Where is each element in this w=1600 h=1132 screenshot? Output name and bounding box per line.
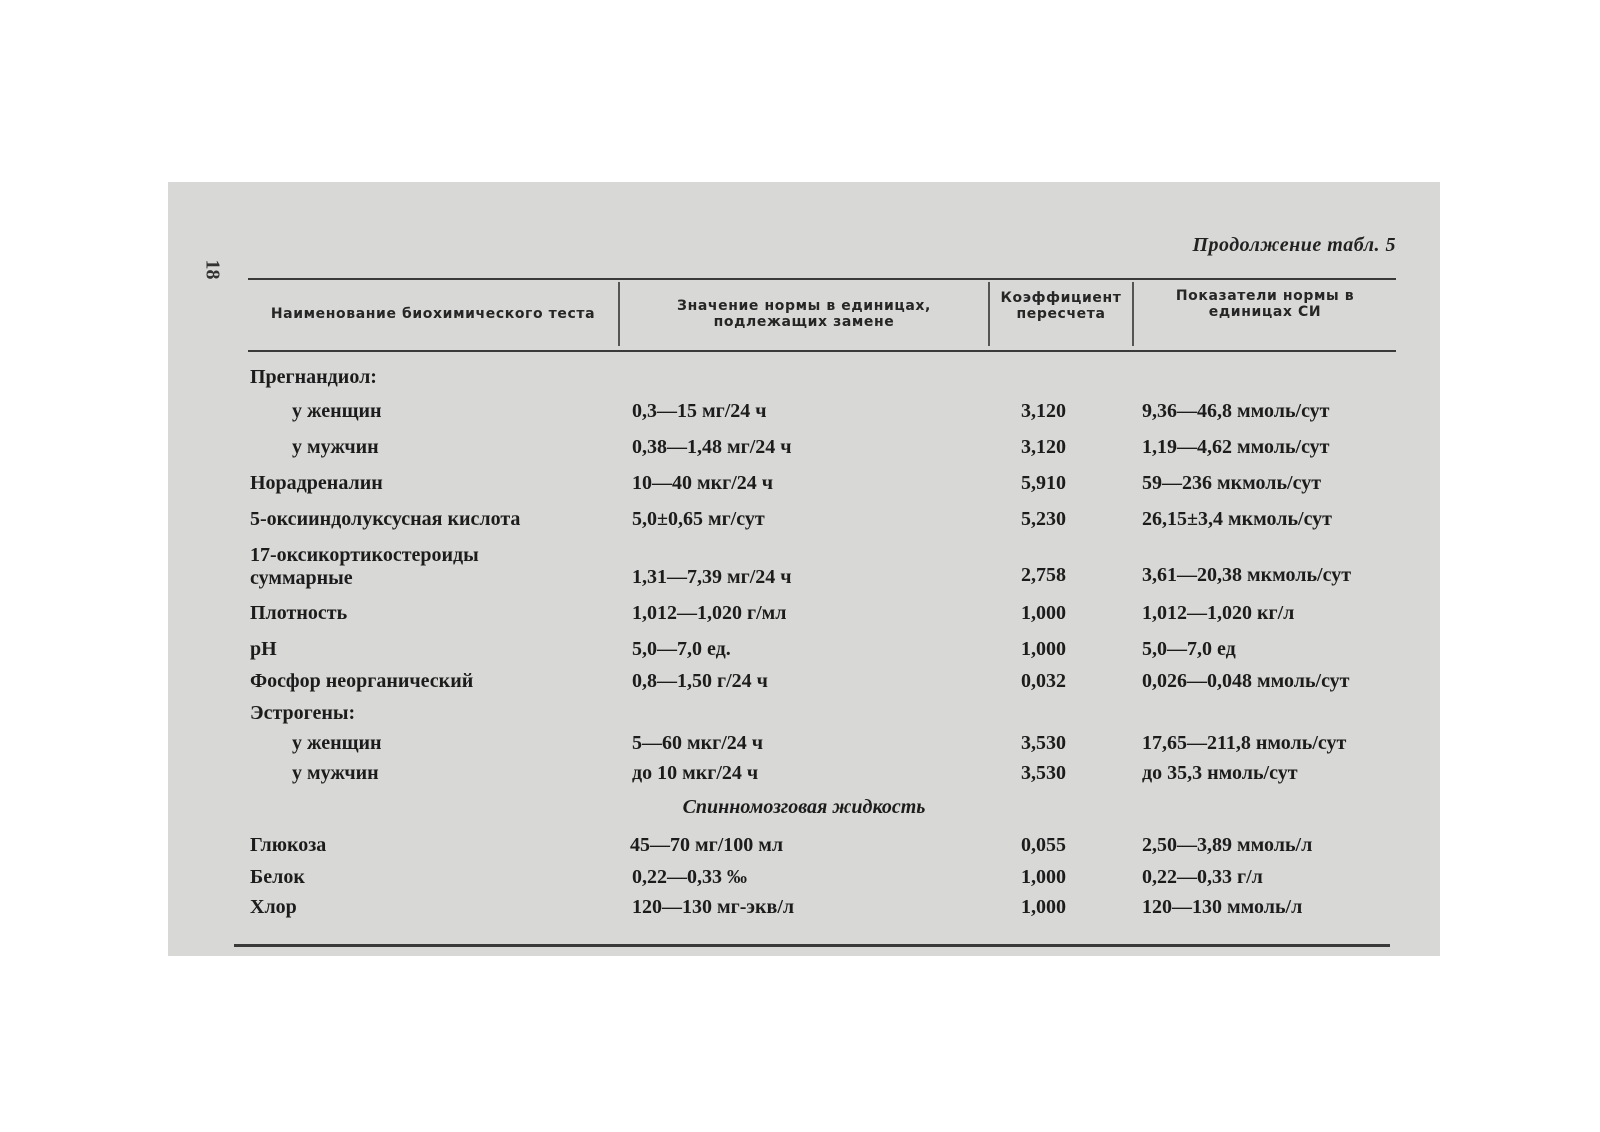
test-name: Норадреналин — [250, 472, 383, 494]
si-value: 0,22—0,33 г/л — [1142, 866, 1263, 888]
coefficient-value: 5,230 — [1021, 508, 1066, 530]
norm-value: 10—40 мкг/24 ч — [632, 472, 774, 494]
header-norm-old-units: Значение нормы в единицах, подлежащих замене — [677, 298, 931, 330]
si-value: 3,61—20,38 мкмоль/сут — [1142, 564, 1352, 586]
table-row — [168, 508, 1440, 538]
test-name: Прегнандиол: — [250, 366, 377, 388]
norm-value: 5,0—7,0 ед. — [632, 638, 731, 660]
test-name: Фосфор неорганический — [250, 670, 474, 692]
test-name: Эстрогены: — [250, 702, 356, 724]
norm-value: 0,38—1,48 мг/24 ч — [632, 436, 792, 458]
coefficient-value: 1,000 — [1021, 866, 1066, 888]
norm-value: 0,22—0,33 ‰ — [632, 866, 747, 888]
test-name: у женщин — [292, 400, 382, 422]
norm-value: 0,8—1,50 г/24 ч — [632, 670, 768, 692]
coefficient-value: 5,910 — [1021, 472, 1066, 494]
coefficient-value: 3,120 — [1021, 436, 1066, 458]
test-name-line-1: 17-оксикортикостероиды — [250, 544, 479, 566]
norm-value: 0,3—15 мг/24 ч — [632, 400, 767, 422]
si-value: до 35,3 нмоль/сут — [1142, 762, 1298, 784]
coefficient-value: 3,530 — [1021, 732, 1066, 754]
table-row — [168, 472, 1440, 502]
test-name: Глюкоза — [250, 834, 327, 856]
page-number: 18 — [201, 259, 224, 280]
coefficient-value: 1,000 — [1021, 602, 1066, 624]
test-name: Плотность — [250, 602, 348, 624]
table-row — [168, 762, 1440, 792]
norm-value: 1,31—7,39 мг/24 ч — [632, 566, 792, 588]
si-value: 120—130 ммоль/л — [1142, 896, 1303, 918]
si-value: 17,65—211,8 нмоль/сут — [1142, 732, 1347, 754]
table-row — [168, 732, 1440, 762]
coefficient-value: 1,000 — [1021, 896, 1066, 918]
si-value: 5,0—7,0 ед — [1142, 638, 1236, 660]
coefficient-value: 0,032 — [1021, 670, 1066, 692]
table-continuation-label: Продолжение табл. 5 — [1192, 234, 1396, 256]
table-row — [168, 670, 1440, 700]
norm-value: 5—60 мкг/24 ч — [632, 732, 764, 754]
header-bottom-rule — [248, 350, 1396, 352]
si-value: 2,50—3,89 ммоль/л — [1142, 834, 1313, 856]
test-name: у мужчин — [292, 762, 379, 784]
si-value: 9,36—46,8 ммоль/сут — [1142, 400, 1330, 422]
table-row — [168, 702, 1440, 732]
test-name: Белок — [250, 866, 305, 888]
norm-value: до 10 мкг/24 ч — [632, 762, 759, 784]
table-row — [168, 400, 1440, 430]
test-name: у мужчин — [292, 436, 379, 458]
table-row — [168, 896, 1440, 926]
table-row — [168, 834, 1440, 864]
header-top-rule — [248, 278, 1396, 280]
header-coefficient: Коэффициент пересчета — [1000, 290, 1122, 322]
test-name: 5-оксииндолуксусная кислота — [250, 508, 521, 530]
test-name: Хлор — [250, 896, 297, 918]
coefficient-value: 0,055 — [1021, 834, 1066, 856]
si-value: 1,19—4,62 ммоль/сут — [1142, 436, 1330, 458]
coefficient-value: 2,758 — [1021, 564, 1066, 586]
norm-value: 1,012—1,020 г/мл — [632, 602, 787, 624]
header-test-name: Наименование биохимического теста — [270, 306, 596, 322]
coefficient-value: 3,530 — [1021, 762, 1066, 784]
table-bottom-rule — [234, 944, 1390, 947]
test-name-line-2: суммарные — [250, 567, 353, 589]
table-row — [168, 436, 1440, 466]
section-title: Спинномозговая жидкость — [682, 796, 926, 818]
table-row — [168, 866, 1440, 896]
test-name: у женщин — [292, 732, 382, 754]
si-value: 26,15±3,4 мкмоль/сут — [1142, 508, 1333, 530]
norm-value: 45—70 мг/100 мл — [630, 834, 784, 856]
coefficient-value: 1,000 — [1021, 638, 1066, 660]
header-norm-si: Показатели нормы в единицах СИ — [1175, 288, 1355, 320]
norm-value: 5,0±0,65 мг/сут — [632, 508, 765, 530]
test-name: pH — [250, 638, 277, 660]
si-value: 0,026—0,048 ммоль/сут — [1142, 670, 1350, 692]
si-value: 1,012—1,020 кг/л — [1142, 602, 1295, 624]
table-row — [168, 638, 1440, 668]
table-row — [168, 602, 1440, 632]
scanned-page — [168, 182, 1440, 956]
table-row — [168, 366, 1440, 396]
coefficient-value: 3,120 — [1021, 400, 1066, 422]
norm-value: 120—130 мг-экв/л — [632, 896, 795, 918]
si-value: 59—236 мкмоль/сут — [1142, 472, 1322, 494]
table-row — [168, 544, 1440, 600]
